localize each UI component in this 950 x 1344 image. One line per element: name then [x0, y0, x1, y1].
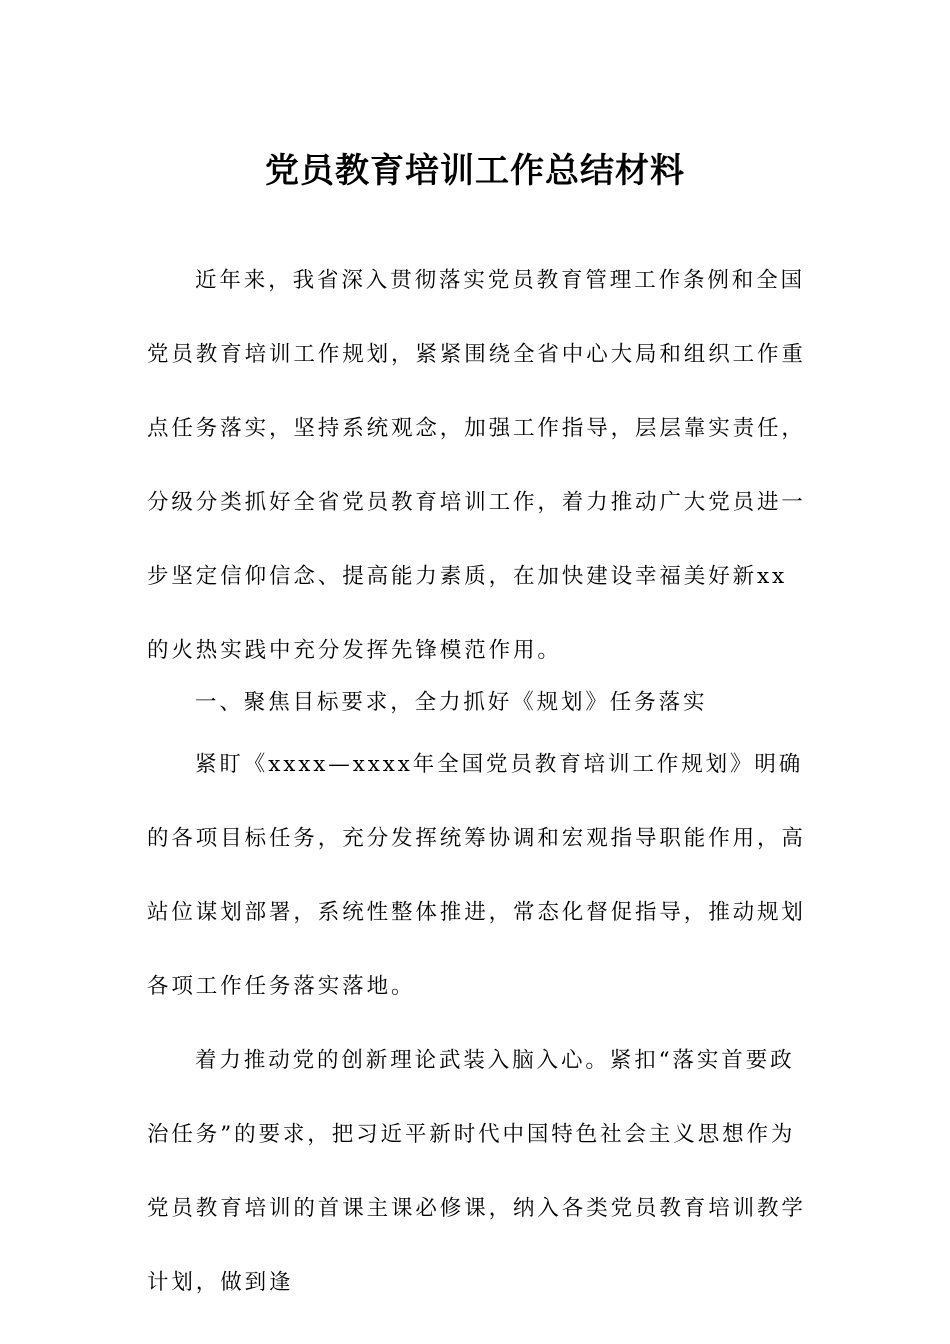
paragraph-theory-study: 着力推动党的创新理论武装入脑入心。紧扣“落实首要政治任务”的要求，把习近平新时代中国特色社会主义思想作为党员教育培训的首课主课必修课，纳入各类党员教育培训教学计划，做到逢 [147, 1048, 806, 1295]
document-title: 党员教育培训工作总结材料 [265, 151, 685, 191]
paragraph-intro: 近年来，我省深入贯彻落实党员教育管理工作条例和全国党员教育培训工作规划，紧紧围绕全省中心大局和组织工作重点任务落实，坚持系统观念，加强工作指导，层层靠实责任，分级分类抓好全省党员教育培训工作，着力推动广大党员进一步坚定信仰信念、提高能力素质，在加快建设幸福美好新xx的火热实践中充分发挥先锋模范作用。 [147, 268, 806, 663]
section-heading-1: 一、聚焦目标要求，全力抓好《规划》任务落实 [195, 690, 708, 715]
paragraph-plan-tasks: 紧盯《xxxx—xxxx年全国党员教育培训工作规划》明确的各项目标任务，充分发挥统筹协调和宏观指导职能作用，高站位谋划部署，系统性整体推进，常态化督促指导，推动规划各项工作任务落实落地。 [147, 752, 806, 999]
